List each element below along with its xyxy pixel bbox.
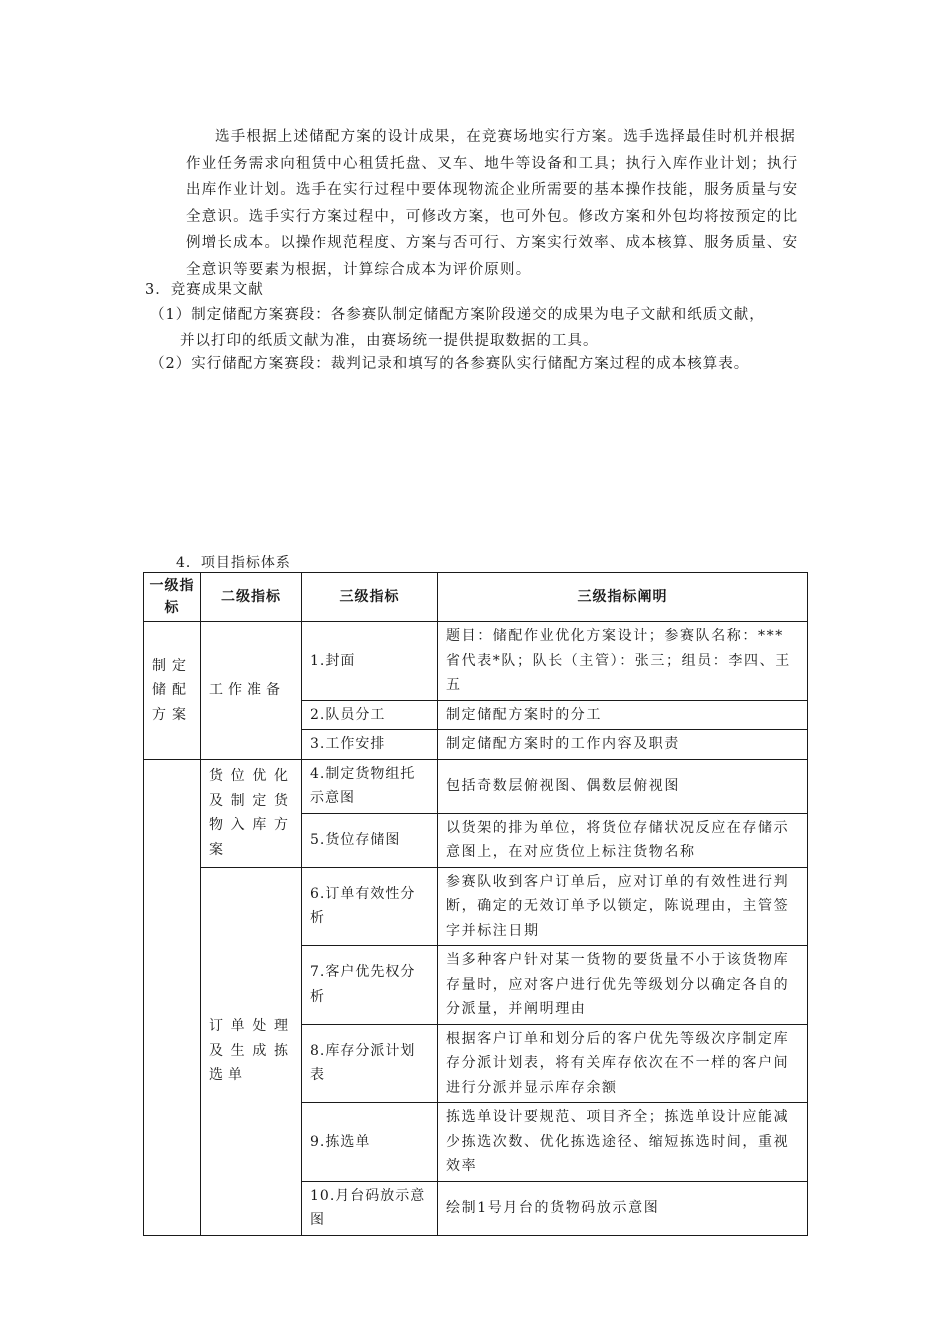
table-row: [144, 867, 808, 946]
desc-cell: 根据客户订单和划分后的客户优先等级次序制定库存分派计划表，将有关库存依次在不一样的客户间进行分派并显示库存余额: [438, 1024, 808, 1103]
section-3-heading: 3．竞赛成果文献: [145, 282, 264, 298]
level3-cell: 9.拣选单: [302, 1103, 438, 1182]
header-level2: 二级指标: [201, 573, 302, 622]
desc-cell: 参赛队收到客户订单后，应对订单的有效性进行判断，确定的无效订单予以锁定，陈说理由，主管签字并标注日期: [438, 867, 808, 946]
level3-cell: 8.库存分派计划表: [302, 1024, 438, 1103]
level3-cell: 7.客户优先权分析: [302, 946, 438, 1025]
header-level1: 一级指标: [144, 573, 201, 622]
section-4-heading: 4．项目指标体系: [176, 555, 291, 571]
table-header-row: [144, 573, 808, 622]
level3-cell: 6.订单有效性分析: [302, 867, 438, 946]
desc-cell: 拣选单设计要规范、项目齐全；拣选单设计应能减少拣选次数、优化拣选途径、缩短拣选时间，重视效率: [438, 1103, 808, 1182]
level2-cell: 订单处理及生成拣选单: [201, 867, 302, 1235]
table-row: [144, 759, 808, 813]
level3-cell: 2.队员分工: [302, 700, 438, 730]
desc-cell: 绘制1号月台的货物码放示意图: [438, 1181, 808, 1235]
desc-cell: 制定储配方案时的分工: [438, 700, 808, 730]
section-3-item-1-line-1: （1）制定储配方案赛段：各参赛队制定储配方案阶段递交的成果为电子文献和纸质文献，: [150, 307, 765, 323]
level2-cell: 货位优化及制定货物入库方案: [201, 759, 302, 867]
level3-cell: 4.制定货物组托示意图: [302, 759, 438, 813]
level3-cell: 1.封面: [302, 622, 438, 701]
desc-cell: 包括奇数层俯视图、偶数层俯视图: [438, 759, 808, 813]
header-level3-desc: 三级指标阐明: [438, 573, 808, 622]
section-3-item-1: [150, 302, 810, 354]
desc-cell: 以货架的排为单位，将货位存储状况反应在存储示意图上，在对应货位上标注货物名称: [438, 813, 808, 867]
index-system-table: [143, 572, 808, 1236]
intro-paragraph: 选手根据上述储配方案的设计成果，在竞赛场地实行方案。选手选择最佳时机并根据作业任务需求向租赁中心租赁托盘、叉车、地牛等设备和工具；执行入库作业计划；执行出库作业计划。选手在实行过程中要体现物流企业所需要的基本操作技能，服务质量与安全意识。选手实行方案过程中，可修改方案，也可外包。修改方案和外包均将按预定的比例增长成本。以操作规范程度、方案与否可行、方案实行效率、成本核算、服务质量、安全意识等要素为根据，计算综合成本为评价原则。: [186, 129, 799, 278]
level3-cell: 5.货位存储图: [302, 813, 438, 867]
level1-cell: [144, 759, 201, 1235]
level1-cell: 制定储配方案: [144, 622, 201, 760]
level3-cell: 10.月台码放示意图: [302, 1181, 438, 1235]
desc-cell: 制定储配方案时的工作内容及职责: [438, 730, 808, 760]
section-3-item-2: （2）实行储配方案赛段：裁判记录和填写的各参赛队实行储配方案过程的成本核算表。: [150, 356, 750, 372]
level3-cell: 3.工作安排: [302, 730, 438, 760]
header-level3: 三级指标: [302, 573, 438, 622]
desc-cell: 题目：储配作业优化方案设计；参赛队名称：***省代表*队；队长（主管）：张三；组员：李四、王五: [438, 622, 808, 701]
section-3-item-1-line-2: 并以打印的纸质文献为准，由赛场统一提供提取数据的工具。: [180, 333, 599, 349]
table-row: [144, 622, 808, 701]
level2-cell: 工作准备: [201, 622, 302, 760]
desc-cell: 当多种客户针对某一货物的要货量不小于该货物库存量时，应对客户进行优先等级划分以确定各自的分派量，并阐明理由: [438, 946, 808, 1025]
